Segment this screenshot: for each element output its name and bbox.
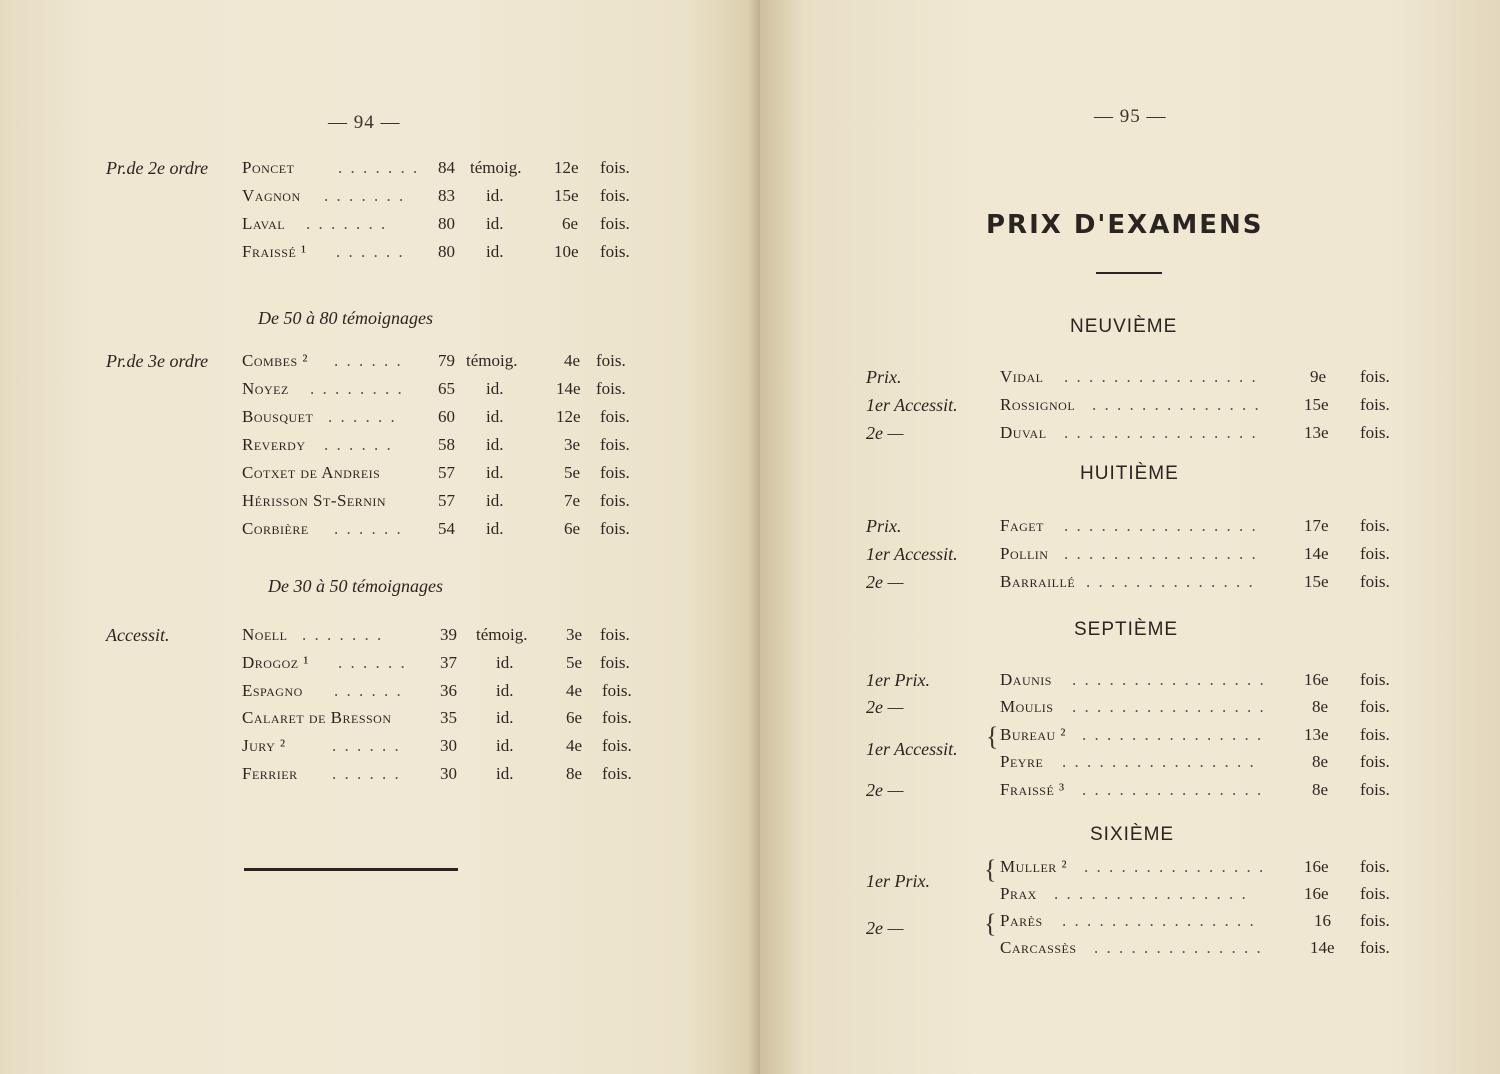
student-name: Espagno <box>242 681 303 700</box>
fois-label: fois. <box>1360 884 1390 903</box>
count: 57 <box>438 463 455 482</box>
fois-label: fois. <box>1360 752 1390 771</box>
fois-label: fois. <box>596 351 626 370</box>
category-label: Pr.de 2e ordre <box>106 158 209 178</box>
fois-label: fois. <box>1360 423 1390 442</box>
category-label: 2e — <box>866 918 904 938</box>
count: 58 <box>438 435 455 454</box>
count: 57 <box>438 491 455 510</box>
fois-label: fois. <box>600 214 630 233</box>
list-item <box>866 722 1406 751</box>
rank: 4e <box>566 681 583 700</box>
student-name: Reverdy <box>242 435 306 454</box>
fois-label: fois. <box>1360 516 1390 535</box>
rank: 16 <box>1314 911 1331 930</box>
count: 83 <box>438 186 455 205</box>
leader-dots: . . . . . . . . . . . . . . . . <box>1062 911 1256 930</box>
student-name: Vagnon <box>242 186 301 205</box>
unit: témoig. <box>466 351 518 370</box>
leader-dots: . . . . . . . . . . . . . . . . <box>1072 697 1266 716</box>
leader-dots: . . . . . . <box>334 351 403 370</box>
unit: id. <box>496 736 514 755</box>
student-name: Fraissé ³ <box>1000 780 1065 799</box>
leader-dots: . . . . . . . . . . . . . . <box>1092 395 1261 414</box>
leader-dots: . . . . . . <box>336 242 405 261</box>
list-item <box>106 491 646 517</box>
leader-dots: . . . . . . . . . . . . . . . . <box>1072 670 1266 689</box>
leader-dots: . . . . . . . . . . . . . . <box>1086 572 1255 591</box>
leader-dots: . . . . . . . . . . . . . . . . <box>1062 752 1256 771</box>
category-label: 2e — <box>866 697 904 717</box>
student-name: Cotxet de Andreis <box>242 463 381 482</box>
unit: id. <box>486 242 504 261</box>
category-label: Prix. <box>866 516 902 536</box>
list-item <box>866 697 1406 723</box>
subheading: De 30 à 50 témoignages <box>268 576 443 596</box>
page-title: PRIX D'EXAMENS <box>986 210 1264 240</box>
list-item <box>866 423 1406 449</box>
list-item <box>106 242 646 268</box>
fois-label: fois. <box>1360 572 1390 591</box>
fois-label: fois. <box>600 158 630 177</box>
student-name: Faget <box>1000 516 1044 535</box>
rank: 3e <box>566 625 583 644</box>
list-item <box>866 752 1406 778</box>
list-item <box>106 214 646 240</box>
rank: 5e <box>564 463 581 482</box>
count: 80 <box>438 242 455 261</box>
student-name: Bureau ² <box>1000 725 1067 744</box>
count: 35 <box>440 708 457 727</box>
list-item <box>106 379 646 405</box>
list-item <box>106 764 646 790</box>
student-name: Fraissé ¹ <box>242 242 307 261</box>
rank: 9e <box>1310 367 1327 386</box>
fois-label: fois. <box>1360 857 1390 876</box>
right-page <box>760 0 1500 1074</box>
rank: 4e <box>566 736 583 755</box>
unit: id. <box>486 214 504 233</box>
leader-dots: . . . . . . . . . . . . . . <box>1094 938 1263 957</box>
student-name: Bousquet <box>242 407 314 426</box>
fois-label: fois. <box>1360 938 1390 957</box>
category-label: 1er Accessit. <box>866 395 958 415</box>
grade-heading: SIXIÈME <box>1090 824 1175 845</box>
leader-dots: . . . . . . <box>328 407 397 426</box>
fois-label: fois. <box>600 625 630 644</box>
grade-heading: SEPTIÈME <box>1074 619 1179 640</box>
list-item <box>106 407 646 433</box>
rank: 6e <box>564 519 581 538</box>
fois-label: fois. <box>600 463 630 482</box>
unit: id. <box>496 764 514 783</box>
unit: témoig. <box>476 625 528 644</box>
student-name: Calaret de Bresson <box>242 708 392 727</box>
count: 60 <box>438 407 455 426</box>
fois-label: fois. <box>1360 780 1390 799</box>
list-item <box>866 395 1406 421</box>
student-name: Jury ² <box>242 736 286 755</box>
fois-label: fois. <box>1360 544 1390 563</box>
rank: 15e <box>1304 572 1329 591</box>
rank: 15e <box>554 186 579 205</box>
list-item <box>866 857 1406 883</box>
unit: id. <box>486 186 504 205</box>
fois-label: fois. <box>1360 725 1390 744</box>
category-label: Prix. <box>866 367 902 387</box>
student-name: Laval <box>242 214 286 233</box>
rank: 8e <box>1312 752 1329 771</box>
leader-dots: . . . . . . . <box>302 625 384 644</box>
leader-dots: . . . . . . . <box>324 186 406 205</box>
count: 65 <box>438 379 455 398</box>
category-label: 1er Accessit. <box>866 739 958 759</box>
leader-dots: . . . . . . <box>324 435 393 454</box>
student-name: Noell <box>242 625 288 644</box>
list-item <box>866 670 1406 696</box>
fois-label: fois. <box>596 379 626 398</box>
list-item <box>106 736 646 762</box>
bracket-glyph: { <box>984 855 997 884</box>
rank: 8e <box>1312 697 1329 716</box>
leader-dots: . . . . . . <box>334 519 403 538</box>
list-item <box>106 463 646 489</box>
student-name: Prax <box>1000 884 1037 903</box>
fois-label: fois. <box>602 708 632 727</box>
leader-dots: . . . . . . . . . . . . . . . . <box>1064 544 1258 563</box>
student-name: Poncet <box>242 158 295 177</box>
rank: 14e <box>1304 544 1329 563</box>
rank: 12e <box>554 158 579 177</box>
student-name: Peyre <box>1000 752 1044 771</box>
list-item <box>106 625 646 651</box>
rank: 6e <box>562 214 579 233</box>
leader-dots: . . . . . . . . . . . . . . . . <box>1054 884 1248 903</box>
rank: 13e <box>1304 423 1329 442</box>
rank: 3e <box>564 435 581 454</box>
rank: 10e <box>554 242 579 261</box>
list-item <box>106 158 646 184</box>
fois-label: fois. <box>602 681 632 700</box>
rank: 8e <box>1312 780 1329 799</box>
fois-label: fois. <box>602 764 632 783</box>
count: 79 <box>438 351 455 370</box>
leader-dots: . . . . . . . . . . . . . . . <box>1082 780 1264 799</box>
count: 80 <box>438 214 455 233</box>
student-name: Ferrier <box>242 764 298 783</box>
student-name: Moulis <box>1000 697 1054 716</box>
grade-heading: NEUVIÈME <box>1070 316 1178 337</box>
leader-dots: . . . . . . <box>332 736 401 755</box>
student-name: Daunis <box>1000 670 1052 689</box>
fois-label: fois. <box>1360 367 1390 386</box>
category-label: 2e — <box>866 572 904 592</box>
student-name: Vidal <box>1000 367 1044 386</box>
fois-label: fois. <box>600 407 630 426</box>
fois-label: fois. <box>600 653 630 672</box>
rank: 4e <box>564 351 581 370</box>
rank: 8e <box>566 764 583 783</box>
category-label: 1er Accessit. <box>866 544 958 564</box>
rank: 15e <box>1304 395 1329 414</box>
count: 54 <box>438 519 455 538</box>
leader-dots: . . . . . . <box>338 653 407 672</box>
grade-heading: HUITIÈME <box>1080 463 1179 484</box>
subheading: De 50 à 80 témoignages <box>258 308 433 328</box>
student-name: Muller ² <box>1000 857 1068 876</box>
student-name: Combes ² <box>242 351 309 370</box>
count: 37 <box>440 653 457 672</box>
fois-label: fois. <box>1360 697 1390 716</box>
category-label: 2e — <box>866 780 904 800</box>
student-name: Carcassès <box>1000 938 1077 957</box>
list-item <box>866 516 1406 542</box>
rank: 7e <box>564 491 581 510</box>
leader-dots: . . . . . . . . . . . . . . . . <box>1064 516 1258 535</box>
rank: 14e <box>556 379 581 398</box>
list-item <box>106 708 646 734</box>
list-item <box>106 681 646 707</box>
list-item <box>106 435 646 461</box>
fois-label: fois. <box>600 491 630 510</box>
student-name: Noyez <box>242 379 289 398</box>
list-item <box>866 938 1406 964</box>
unit: id. <box>486 407 504 426</box>
rank: 14e <box>1310 938 1335 957</box>
unit: id. <box>486 491 504 510</box>
fois-label: fois. <box>1360 911 1390 930</box>
unit: id. <box>486 379 504 398</box>
student-name: Drogoz ¹ <box>242 653 309 672</box>
fois-label: fois. <box>600 242 630 261</box>
rank: 16e <box>1304 884 1329 903</box>
unit: id. <box>496 653 514 672</box>
fois-label: fois. <box>600 435 630 454</box>
category-label: 1er Prix. <box>866 871 930 891</box>
count: 84 <box>438 158 455 177</box>
student-name: Corbière <box>242 519 309 538</box>
count: 30 <box>440 736 457 755</box>
category-label: Accessit. <box>106 625 170 645</box>
page-number-left: — 94 — <box>328 112 401 133</box>
leader-dots: . . . . . . . . . . . . . . . <box>1082 725 1264 744</box>
list-item <box>106 653 646 679</box>
rank: 16e <box>1304 857 1329 876</box>
leader-dots: . . . . . . <box>334 681 403 700</box>
title-rule <box>1096 272 1162 274</box>
leader-dots: . . . . . . <box>332 764 401 783</box>
end-rule <box>244 868 458 871</box>
unit: id. <box>496 681 514 700</box>
list-item <box>866 367 1406 393</box>
student-name: Parès <box>1000 911 1043 930</box>
fois-label: fois. <box>1360 670 1390 689</box>
rank: 6e <box>566 708 583 727</box>
student-name: Hérisson St-Sernin <box>242 491 387 510</box>
student-name: Pollin <box>1000 544 1049 563</box>
student-name: Rossignol <box>1000 395 1076 414</box>
student-name: Barraillé <box>1000 572 1076 591</box>
unit: id. <box>486 435 504 454</box>
count: 30 <box>440 764 457 783</box>
leader-dots: . . . . . . . . . . . . . . . <box>1084 857 1266 876</box>
list-item <box>866 780 1406 806</box>
category-label: 1er Prix. <box>866 670 930 690</box>
unit: id. <box>486 463 504 482</box>
category-label: 2e — <box>866 423 904 443</box>
rank: 12e <box>556 407 581 426</box>
count: 36 <box>440 681 457 700</box>
page-number-right: — 95 — <box>1094 106 1167 127</box>
leader-dots: . . . . . . . <box>306 214 388 233</box>
student-name: Duval <box>1000 423 1047 442</box>
list-item <box>106 519 646 545</box>
rank: 16e <box>1304 670 1329 689</box>
list-item <box>866 911 1406 937</box>
rank: 5e <box>566 653 583 672</box>
leader-dots: . . . . . . . <box>338 158 420 177</box>
list-item <box>866 884 1406 910</box>
rank: 17e <box>1304 516 1329 535</box>
list-item <box>106 351 646 377</box>
fois-label: fois. <box>602 736 632 755</box>
bracket-glyph: { <box>984 909 997 938</box>
count: 39 <box>440 625 457 644</box>
leader-dots: . . . . . . . . . . . . . . . . <box>1064 423 1258 442</box>
unit: id. <box>496 708 514 727</box>
fois-label: fois. <box>1360 395 1390 414</box>
leader-dots: . . . . . . . . <box>310 379 404 398</box>
list-item <box>106 186 646 212</box>
list-item <box>866 572 1406 598</box>
leader-dots: . . . . . . . . . . . . . . . . <box>1064 367 1258 386</box>
bracket-glyph: { <box>986 722 999 751</box>
unit: témoig. <box>470 158 522 177</box>
rank: 13e <box>1304 725 1329 744</box>
list-item <box>866 544 1406 570</box>
fois-label: fois. <box>600 519 630 538</box>
unit: id. <box>486 519 504 538</box>
fois-label: fois. <box>600 186 630 205</box>
category-label: Pr.de 3e ordre <box>106 351 209 371</box>
